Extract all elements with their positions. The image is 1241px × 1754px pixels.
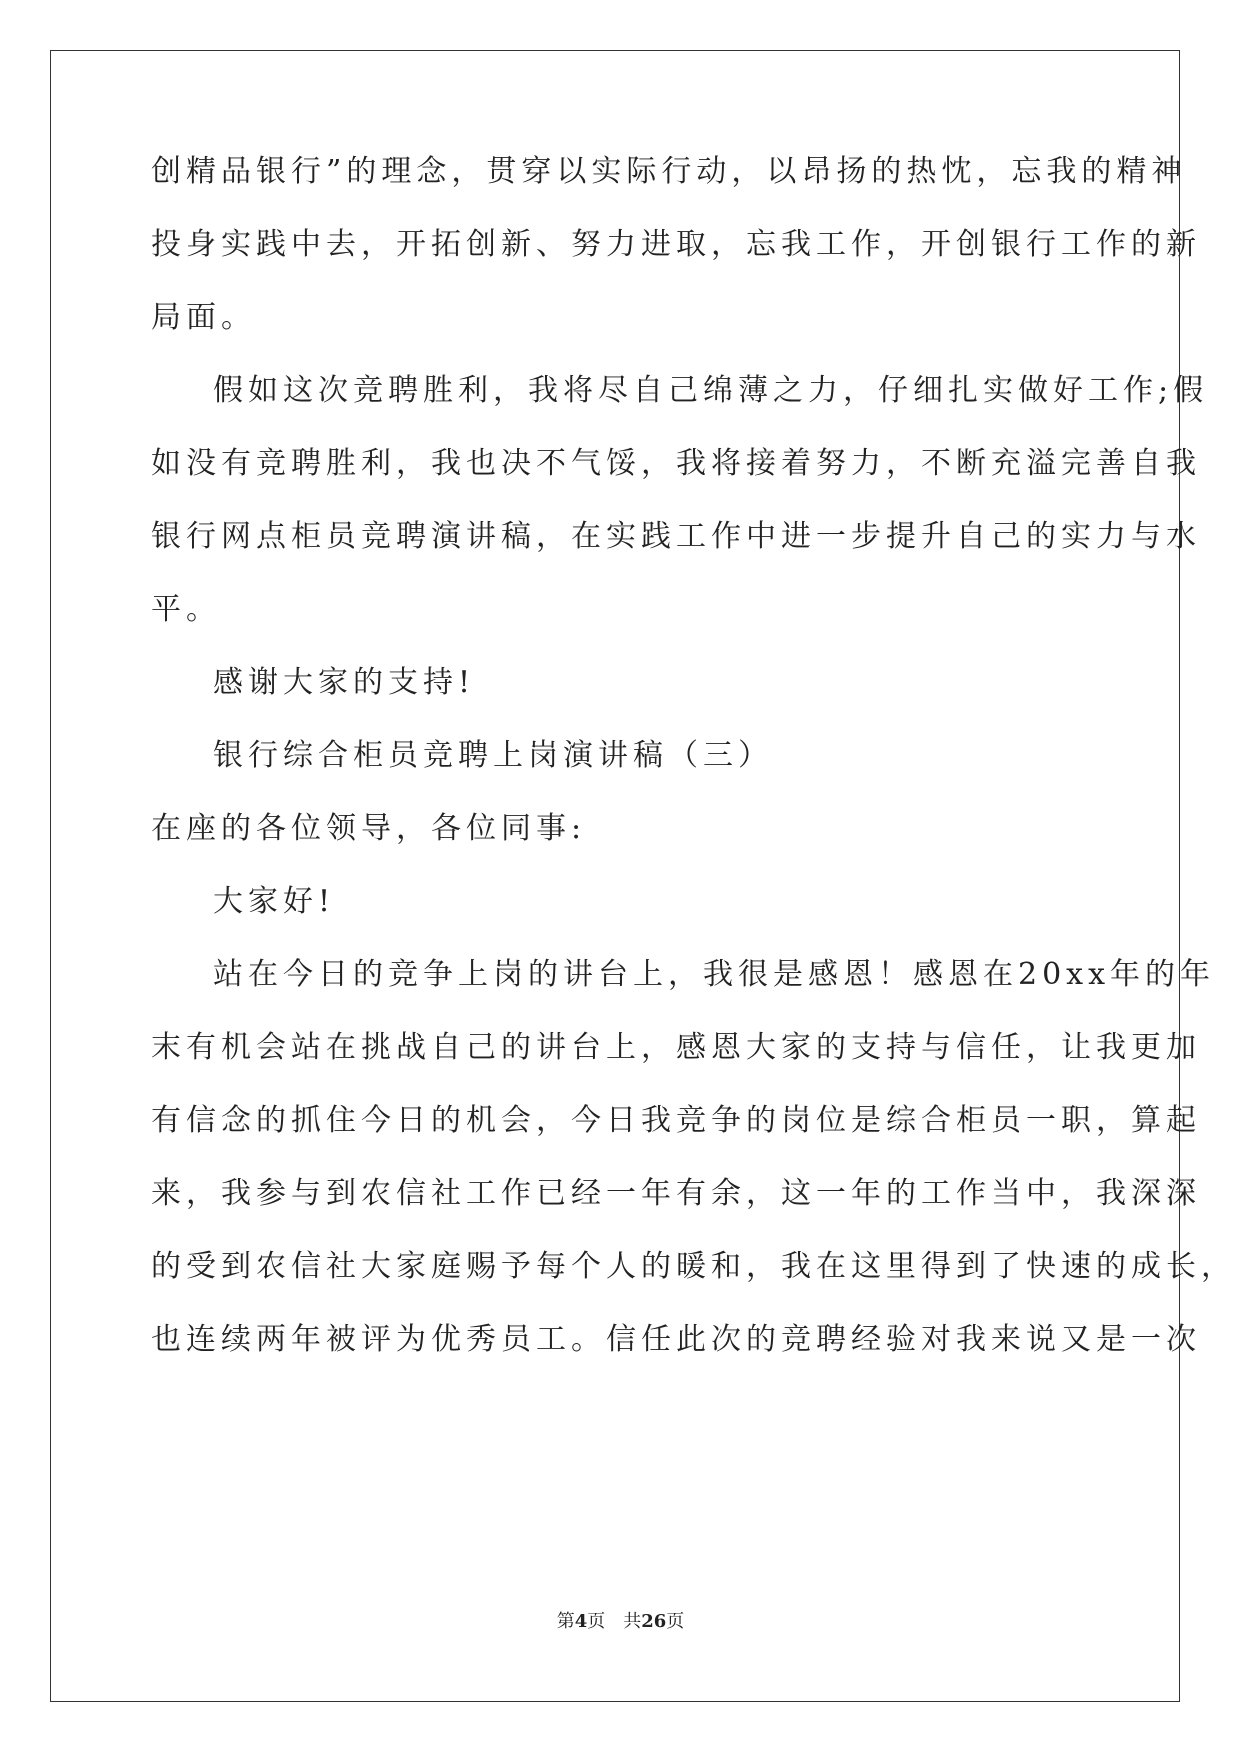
- body-line: 银行网点柜员竞聘演讲稿，在实践工作中进一步提升自己的实力与水: [151, 519, 1201, 554]
- salutation-line: 在座的各位领导，各位同事:: [151, 811, 587, 846]
- body-line: 有信念的抓住今日的机会，今日我竞争的岗位是综合柜员一职，算起: [151, 1103, 1201, 1138]
- page-number: 4: [574, 1611, 588, 1632]
- body-line: 来，我参与到农信社工作已经一年有余，这一年的工作当中，我深深: [151, 1176, 1201, 1211]
- greeting-line: 大家好!: [213, 884, 336, 919]
- body-line: 的受到农信社大家庭赐予每个人的暖和，我在这里得到了快速的成长，: [151, 1249, 1236, 1284]
- page-prefix: 第: [556, 1611, 575, 1632]
- body-line: 如没有竞聘胜利，我也决不气馁，我将接着努力，不断充溢完善自我: [151, 446, 1201, 481]
- page-footer: [0, 1610, 1241, 1634]
- body-line: 平。: [151, 592, 221, 627]
- body-line: 末有机会站在挑战自己的讲台上，感恩大家的支持与信任，让我更加: [151, 1030, 1201, 1065]
- page-unit: 页: [587, 1611, 606, 1632]
- paragraph-start-line: 站在今日的竞争上岗的讲台上，我很是感恩！感恩在20xx年的年: [213, 957, 1216, 992]
- body-line: 也连续两年被评为优秀员工。信任此次的竞聘经验对我来说又是一次: [151, 1322, 1201, 1357]
- paragraph-start-line: 假如这次竞聘胜利，我将尽自己绵薄之力，仔细扎实做好工作;假: [213, 373, 1209, 408]
- total-pages: 26: [641, 1611, 667, 1632]
- section-heading: 银行综合柜员竞聘上岗演讲稿（三）: [213, 738, 773, 773]
- body-line: 投身实践中去，开拓创新、努力进取，忘我工作，开创银行工作的新: [151, 227, 1201, 262]
- thanks-line: 感谢大家的支持!: [213, 665, 476, 700]
- body-line: 创精品银行”的理念，贯穿以实际行动，以昂扬的热忱，忘我的精神: [151, 154, 1187, 189]
- total-unit: 页: [666, 1611, 685, 1632]
- body-line: 局面。: [151, 300, 256, 335]
- total-prefix: 共: [623, 1611, 642, 1632]
